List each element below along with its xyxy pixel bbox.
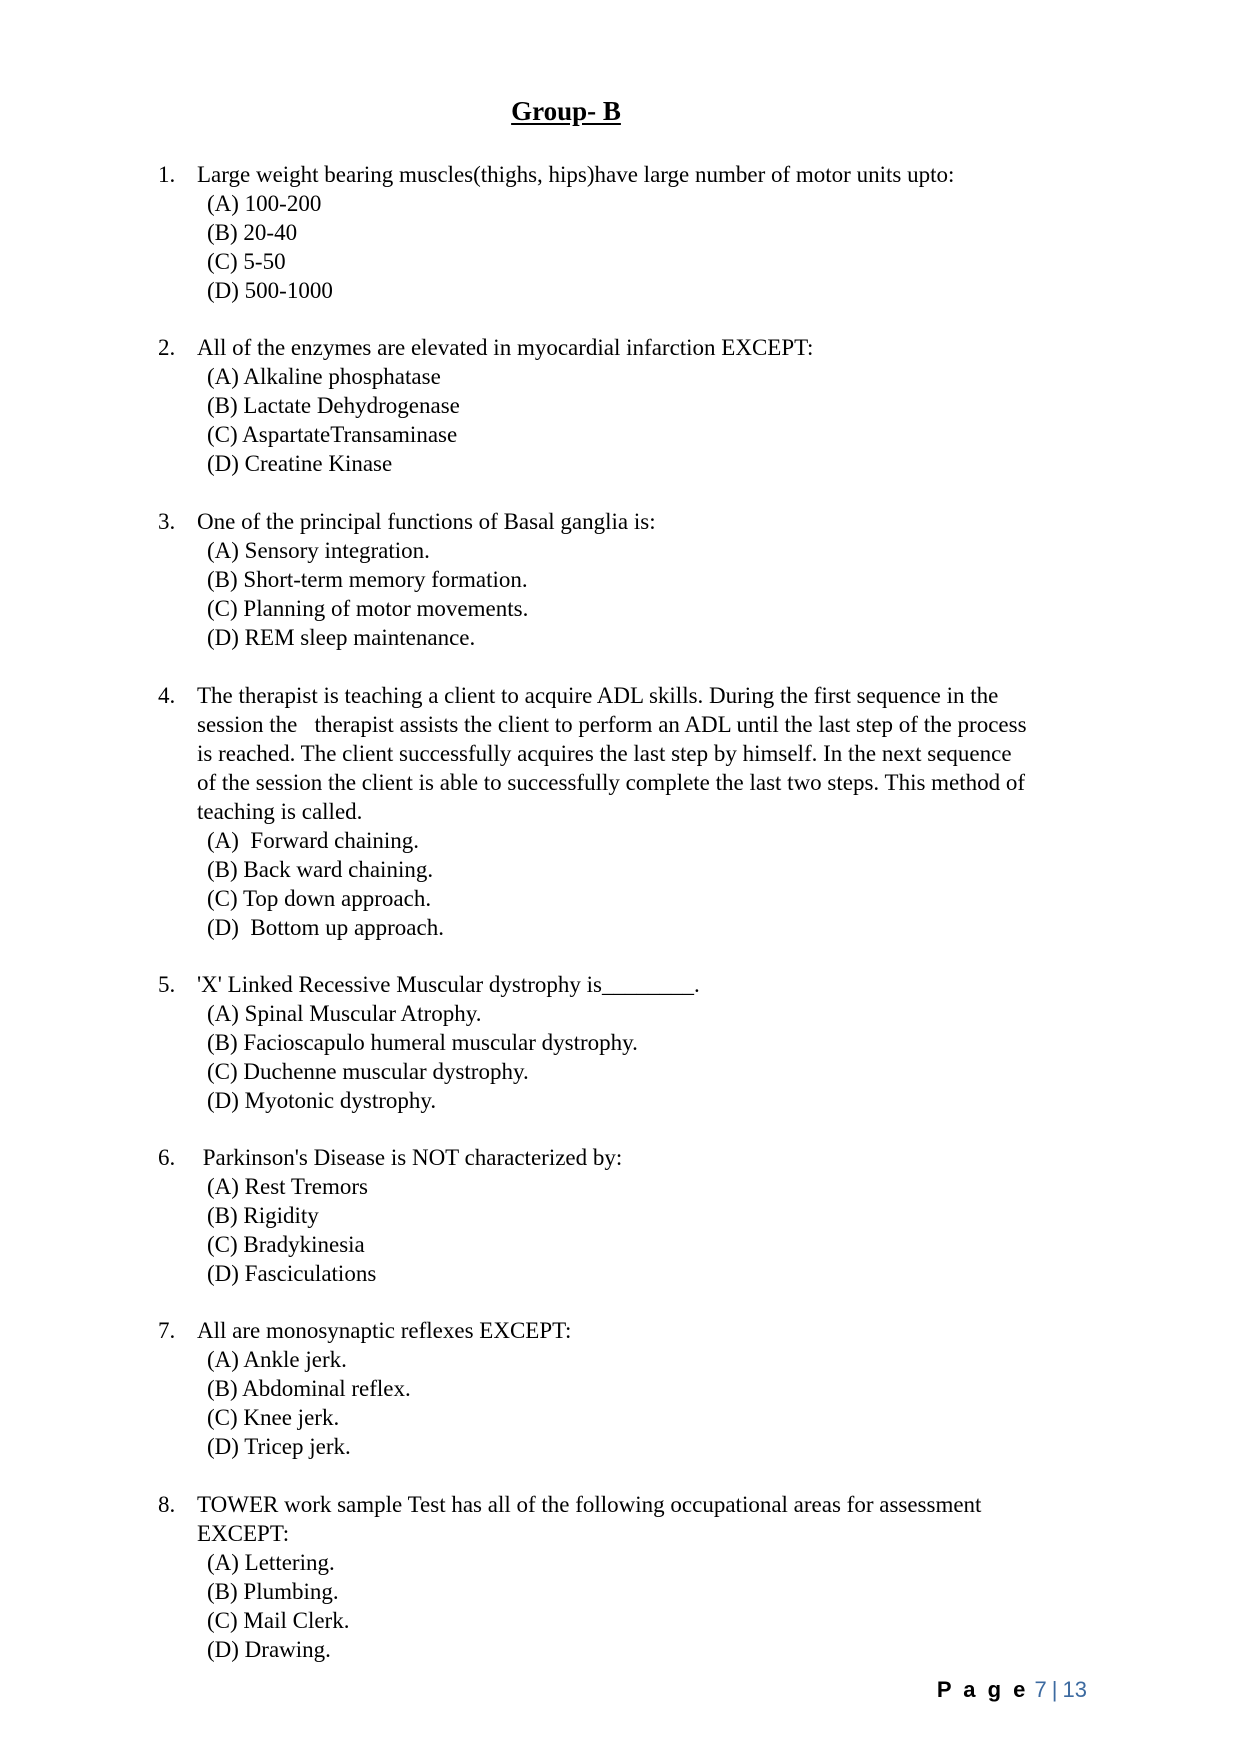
option-d: (D) Drawing. [207,1637,331,1662]
question-stem: 'X' Linked Recessive Muscular dystrophy is________. [197,972,700,997]
option-d: (D) Tricep jerk. [207,1434,351,1459]
option-c: (C) 5-50 [207,249,286,274]
option-d: (D) REM sleep maintenance. [207,625,476,650]
option-c: (C) Knee jerk. [207,1405,340,1430]
question-stem: One of the principal functions of Basal ganglia is: [197,509,656,534]
question-stem: Large weight bearing muscles(thighs, hips)have large number of motor units upto: [197,162,955,187]
option-a: (A) Forward chaining. [207,828,420,853]
option-a: (A) Alkaline phosphatase [207,364,441,389]
option-b: (B) Lactate Dehydrogenase [207,393,460,418]
section-heading: Group- B [511,96,621,126]
question-number: 7. [158,1318,176,1343]
option-a: (A) Spinal Muscular Atrophy. [207,1001,482,1026]
question-stem-line: TOWER work sample Test has all of the following occupational areas for assessment [197,1492,982,1517]
question-number: 6. [158,1145,176,1170]
question-stem-line: is reached. The client successfully acquires the last step by himself. In the next sequence [197,741,1012,766]
question-number: 5. [158,972,176,997]
question-stem: Parkinson's Disease is NOT characterized by: [197,1145,623,1170]
option-b: (B) Rigidity [207,1203,319,1228]
option-a: (A) 100-200 [207,191,322,216]
question-stem-line: of the session the client is able to successfully complete the last two steps. This method of [197,770,1026,795]
option-b: (B) 20-40 [207,220,298,245]
option-d: (D) Fasciculations [207,1261,377,1286]
option-d: (D) 500-1000 [207,278,333,303]
option-d: (D) Creatine Kinase [207,451,393,476]
option-b: (B) Short-term memory formation. [207,567,528,592]
option-a: (A) Lettering. [207,1550,335,1575]
option-d: (D) Bottom up approach. [207,915,444,940]
option-a: (A) Ankle jerk. [207,1347,347,1372]
option-c: (C) Planning of motor movements. [207,596,529,621]
page-number: 7 [1034,1677,1047,1702]
option-b: (B) Back ward chaining. [207,857,434,882]
page-label: P a g e [936,1677,1029,1702]
option-c: (C) Top down approach. [207,886,432,911]
option-b: (B) Abdominal reflex. [207,1376,411,1401]
option-a: (A) Sensory integration. [207,538,430,563]
page-separator: | [1051,1677,1058,1702]
question-number: 2. [158,335,176,360]
total-pages: 13 [1062,1677,1087,1702]
question-stem-line: The therapist is teaching a client to acquire ADL skills. During the first sequence in the [197,683,999,708]
option-c: (C) AspartateTransaminase [207,422,458,447]
question-number: 3. [158,509,176,534]
question-number: 4. [158,683,176,708]
option-c: (C) Duchenne muscular dystrophy. [207,1059,529,1084]
option-c: (C) Bradykinesia [207,1232,365,1257]
option-d: (D) Myotonic dystrophy. [207,1088,437,1113]
question-stem-line: session the therapist assists the client to perform an ADL until the last step of the process [197,712,1027,737]
question-number: 1. [158,162,176,187]
option-b: (B) Facioscapulo humeral muscular dystrophy. [207,1030,638,1055]
option-c: (C) Mail Clerk. [207,1608,350,1633]
question-number: 8. [158,1492,176,1517]
question-stem-line: teaching is called. [197,799,363,824]
page-footer [937,1675,1087,1705]
question-stem: All of the enzymes are elevated in myocardial infarction EXCEPT: [197,335,814,360]
option-b: (B) Plumbing. [207,1579,339,1604]
question-stem-line: EXCEPT: [197,1521,290,1546]
question-stem: All are monosynaptic reflexes EXCEPT: [197,1318,572,1343]
option-a: (A) Rest Tremors [207,1174,369,1199]
